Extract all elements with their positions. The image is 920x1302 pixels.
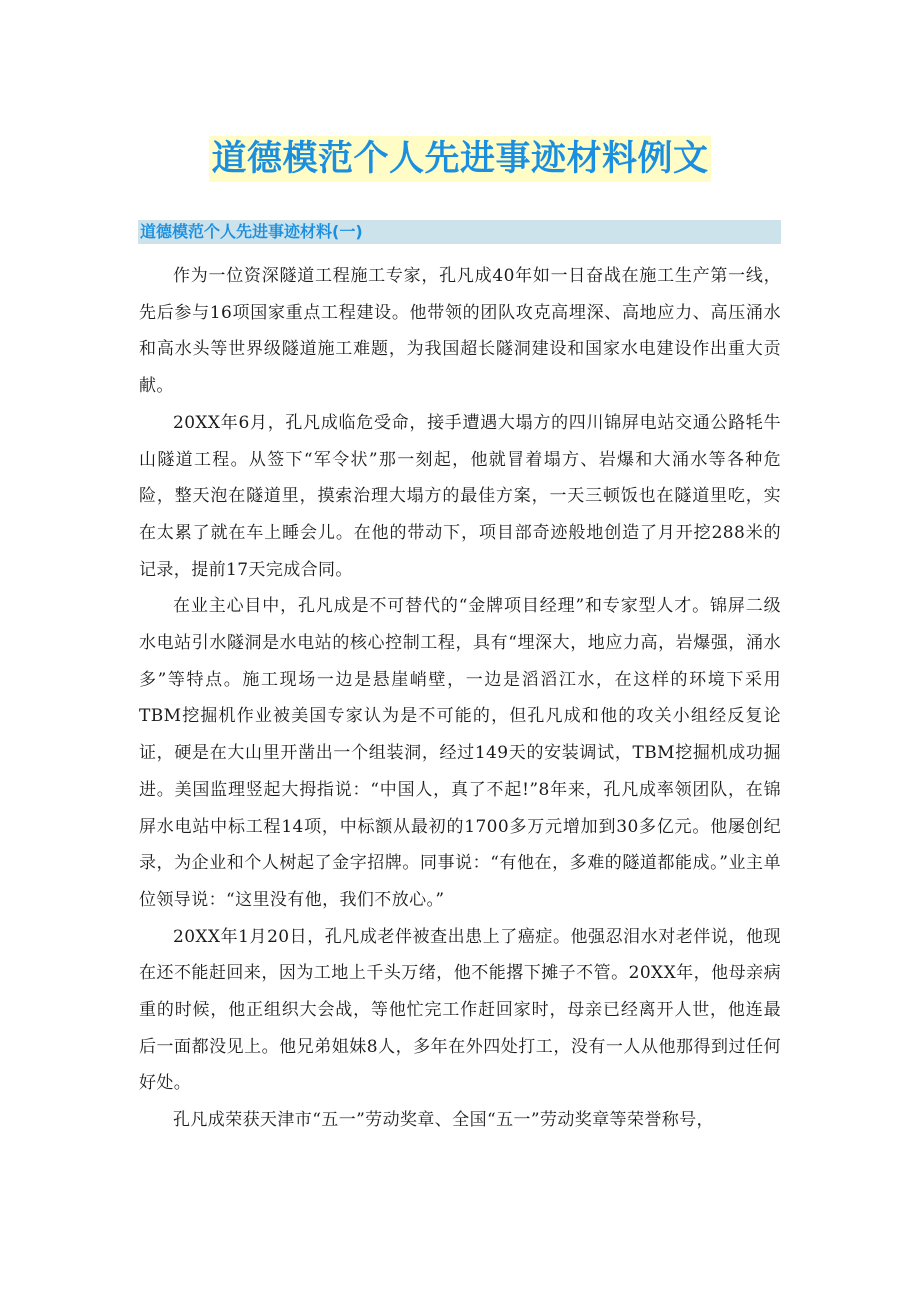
document-title: 道德模范个人先进事迹材料例文 (209, 136, 710, 182)
document-body (139, 258, 781, 1139)
section-heading: 道德模范个人先进事迹材料(一) (138, 220, 781, 244)
paragraph-4: 20XX年1月20日，孔凡成老伴被查出患上了癌症。他强忍泪水对老伴说，他现在还不能赶回来，因为工地上千头万绪，他不能撂下摊子不管。20XX年，他母亲病重的时候，他正组织大会战，等他忙完工作赶回家时，母亲已经离开人世，他连最后一面都没见上。他兄弟姐妹8人，多年在外四处打工，没有一人从他那得到过任何好处。 (139, 926, 781, 1094)
paragraph-5: 孔凡成荣获天津市“五一”劳动奖章、全国“五一”劳动奖章等荣誉称号， (173, 1110, 714, 1131)
title-container (0, 136, 920, 182)
paragraph-3: 在业主心目中，孔凡成是不可替代的“金牌项目经理”和专家型人才。锦屏二级水电站引水隧洞是水电站的核心控制工程，具有“埋深大，地应力高，岩爆强，涌水多”等特点。施工现场一边是悬崖峭壁，一边是滔滔江水，在这样的环境下采用TBM挖掘机作业被美国专家认为是不可能的，但孔凡成和他的攻关小组经反复论证，硬是在大山里开凿出一个组装洞，经过149天的安装调试，TBM挖掘机成功掘进。美国监理竖起大拇指说：“中国人，真了不起!”8年来，孔凡成率领团队，在锦屏水电站中标工程14项，中标额从最初的1700多万元增加到30多亿元。他屡创纪录，为企业和个人树起了金字招牌。同事说：“有他在，多难的隧道都能成。”业主单位领导说：“这里没有他，我们不放心。” (139, 596, 781, 910)
paragraph-2: 20XX年6月，孔凡成临危受命，接手遭遇大塌方的四川锦屏电站交通公路牦牛山隧道工程。从签下“军令状”那一刻起，他就冒着塌方、岩爆和大涌水等各种危险，整天泡在隧道里，摸索治理大塌方的最佳方案，一天三顿饭也在隧道里吃，实在太累了就在车上睡会儿。在他的带动下，项目部奇迹般地创造了月开挖288米的记录，提前17天完成合同。 (139, 412, 781, 580)
paragraph-1: 作为一位资深隧道工程施工专家，孔凡成40年如一日奋战在施工生产第一线，先后参与16项国家重点工程建设。他带领的团队攻克高埋深、高地应力、高压涌水和高水头等世界级隧道施工难题，为我国超长隧洞建设和国家水电建设作出重大贡献。 (139, 266, 781, 397)
